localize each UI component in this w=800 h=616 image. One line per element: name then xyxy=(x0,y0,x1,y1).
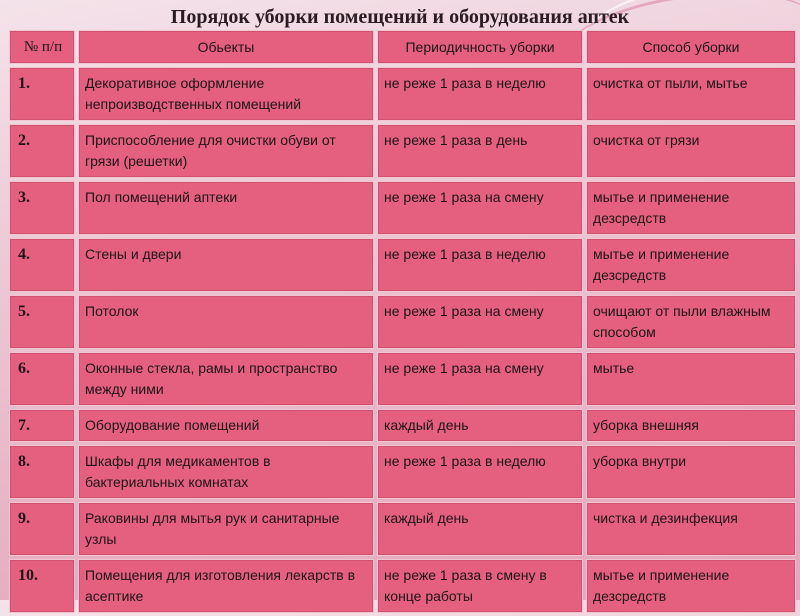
table-row xyxy=(9,124,796,178)
row-period: каждый день xyxy=(377,409,583,442)
row-period: не реже 1 раза в день xyxy=(377,124,583,178)
row-number: 5. xyxy=(9,295,75,349)
row-period: не реже 1 раза в неделю xyxy=(377,445,583,499)
table-row xyxy=(9,352,796,406)
row-object: Помещения для изготовления лекарств в асептике xyxy=(78,559,374,613)
row-number: 8. xyxy=(9,445,75,499)
row-number: 10. xyxy=(9,559,75,613)
row-period: не реже 1 раза в неделю xyxy=(377,67,583,121)
row-method: уборка внешняя xyxy=(586,409,796,442)
row-period: не реже 1 раза в смену в конце работы xyxy=(377,559,583,613)
row-number: 9. xyxy=(9,502,75,556)
row-number: 7. xyxy=(9,409,75,442)
row-method: уборка внутри xyxy=(586,445,796,499)
row-number: 1. xyxy=(9,67,75,121)
row-object: Пол помещений аптеки xyxy=(78,181,374,235)
table-row xyxy=(9,409,796,442)
row-method: чистка и дезинфекция xyxy=(586,502,796,556)
table-row xyxy=(9,502,796,556)
row-period: каждый день xyxy=(377,502,583,556)
header-number: № п/п xyxy=(9,30,75,64)
row-object: Потолок xyxy=(78,295,374,349)
row-number: 4. xyxy=(9,238,75,292)
table-row xyxy=(9,67,796,121)
row-method: очистка от пыли, мытье xyxy=(586,67,796,121)
row-number: 3. xyxy=(9,181,75,235)
row-method: мытье и применение дезсредств xyxy=(586,559,796,613)
row-method: очистка от грязи xyxy=(586,124,796,178)
header-period: Периодичность уборки xyxy=(377,30,583,64)
row-method: очищают от пыли влажным способом xyxy=(586,295,796,349)
row-object: Шкафы для медикаментов в бактериальных комнатах xyxy=(78,445,374,499)
row-object: Декоративное оформление непроизводственных помещений xyxy=(78,67,374,121)
row-object: Стены и двери xyxy=(78,238,374,292)
row-period: не реже 1 раза на смену xyxy=(377,352,583,406)
row-period: не реже 1 раза в неделю xyxy=(377,238,583,292)
row-period: не реже 1 раза на смену xyxy=(377,295,583,349)
table-row xyxy=(9,445,796,499)
row-object: Оконные стекла, рамы и пространство между ними xyxy=(78,352,374,406)
table-row xyxy=(9,238,796,292)
header-method: Способ уборки xyxy=(586,30,796,64)
page-title: Порядок уборки помещений и оборудования аптек xyxy=(170,6,630,28)
row-method: мытье и применение дезсредств xyxy=(586,181,796,235)
row-method: мытье и применение дезсредств xyxy=(586,238,796,292)
header-object: Обьекты xyxy=(78,30,374,64)
table-row xyxy=(9,295,796,349)
row-number: 2. xyxy=(9,124,75,178)
table-row xyxy=(9,181,796,235)
row-number: 6. xyxy=(9,352,75,406)
row-method: мытье xyxy=(586,352,796,406)
table-header-row xyxy=(9,30,796,64)
row-object: Приспособление для очистки обуви от грязи (решетки) xyxy=(78,124,374,178)
table-row xyxy=(9,559,796,613)
cleaning-schedule-table xyxy=(6,27,799,616)
row-period: не реже 1 раза на смену xyxy=(377,181,583,235)
row-object: Раковины для мытья рук и санитарные узлы xyxy=(78,502,374,556)
row-object: Оборудование помещений xyxy=(78,409,374,442)
